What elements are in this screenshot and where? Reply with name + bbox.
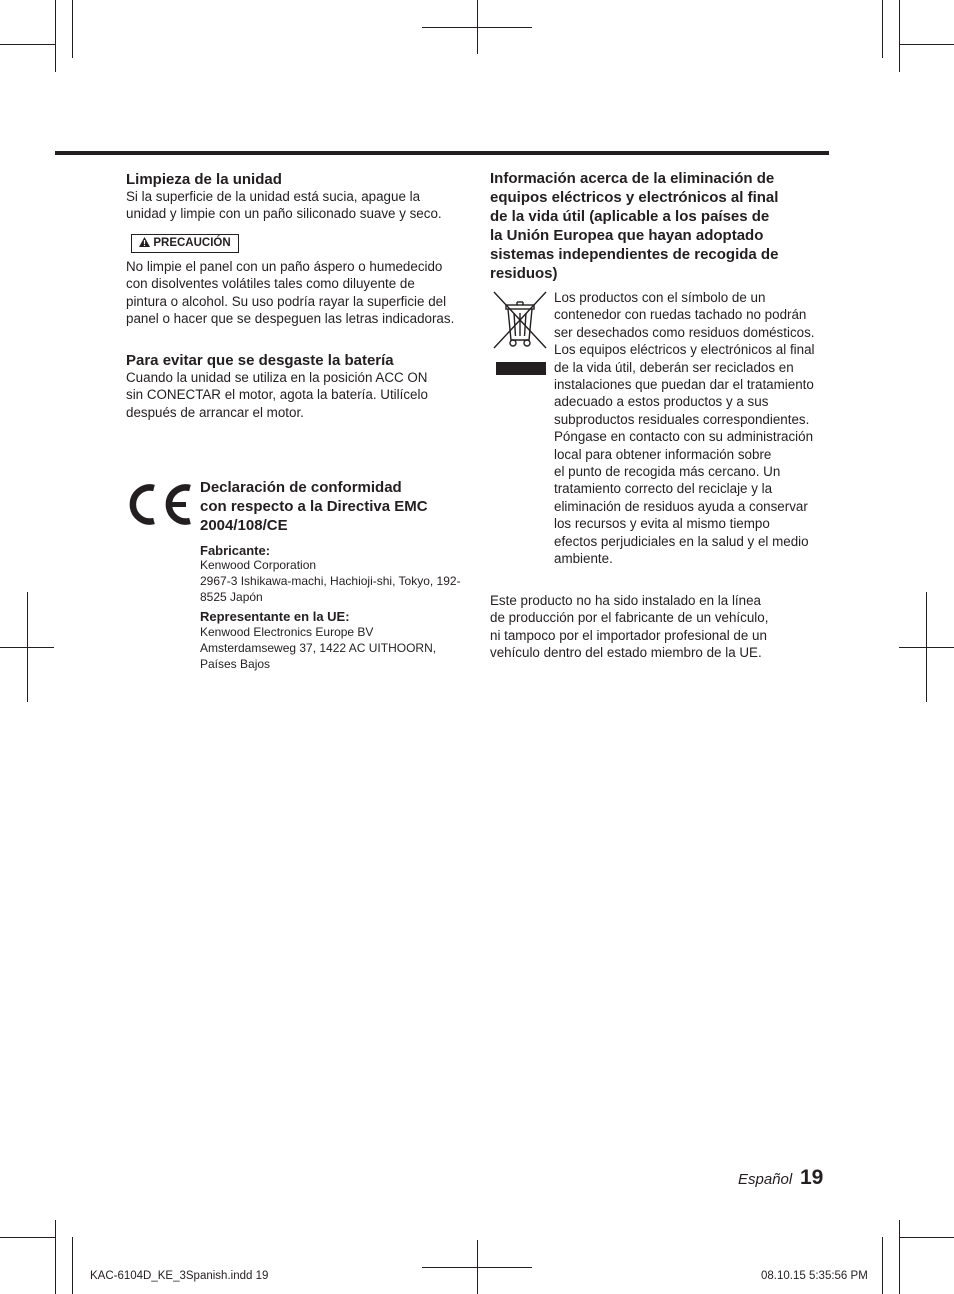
caution-label: PRECAUCIÓN xyxy=(153,237,231,249)
header-rule xyxy=(55,151,829,155)
crossed-out-wheelie-bin-icon xyxy=(492,290,548,376)
eu-rep-label: Representante en la UE: xyxy=(200,609,350,624)
footer-filename: KAC-6104D_KE_3Spanish.indd 19 xyxy=(90,1270,269,1282)
ce-mark-icon xyxy=(127,481,193,528)
caution-badge xyxy=(131,234,239,253)
battery-heading: Para evitar que se desgaste la batería xyxy=(126,352,394,369)
battery-text: Cuando la unidad se utiliza en la posición ACC ON sin CONECTAR el motor, agota la batería. Utilícelo después de arrancar el motor. xyxy=(126,370,428,420)
weee-heading: Información acerca de la eliminación de equipos eléctricos y electrónicos al final de la vida útil (aplicable a los países de la Unión Europea que hayan adoptado sistemas independientes de recogida de residuos) xyxy=(490,170,779,282)
page-language: Español xyxy=(738,1171,793,1188)
weee-text: Los productos con el símbolo de un contenedor con ruedas tachado no podrán ser desechados como residuos domésticos. Los equipos eléctricos y electrónicos al final de la vida útil, deberán ser reciclados en instalaciones que puedan dar el tratamiento adecuado a estos productos y a sus subproductos residuales correspondientes. Póngase en contacto con su administración local para obtener información sobre el punto de recogida más cercano. Un tratamiento correcto del reciclaje y la eliminación de residuos ayuda a conservar los recursos y evita al mismo tiempo efectos perjudiciales en la salud y el medio ambiente. xyxy=(554,290,815,567)
manufacturer-label: Fabricante: xyxy=(200,543,271,558)
installation-note: Este producto no ha sido instalado en la línea de producción por el fabricante de un vehículo, ni tampoco por el importador profesional de un vehículo dentro del estado miembro de la UE. xyxy=(490,593,769,661)
footer-timestamp: 08.10.15 5:35:56 PM xyxy=(761,1270,868,1282)
manufacturer-address: Kenwood Corporation 2967-3 Ishikawa-machi, Hachioji-shi, Tokyo, 192- 8525 Japón xyxy=(200,558,461,604)
cleaning-text: Si la superficie de la unidad está sucia, apague la unidad y limpie con un paño siliconado suave y seco. xyxy=(126,189,442,222)
page-number: 19 xyxy=(800,1166,824,1189)
ce-heading: Declaración de conformidad con respecto a la Directiva EMC 2004/108/CE xyxy=(200,479,428,534)
caution-text: No limpie el panel con un paño áspero o humedecido con disolventes volátiles tales como diluyente de pintura o alcohol. Su uso podría rayar la superficie del panel o hacer que se despeguen las letras indicadoras. xyxy=(126,259,455,327)
eu-rep-address: Kenwood Electronics Europe BV Amsterdamseweg 37, 1422 AC UITHOORN, Países Bajos xyxy=(200,625,437,671)
cleaning-heading: Limpieza de la unidad xyxy=(126,171,282,188)
warning-icon xyxy=(139,237,150,247)
